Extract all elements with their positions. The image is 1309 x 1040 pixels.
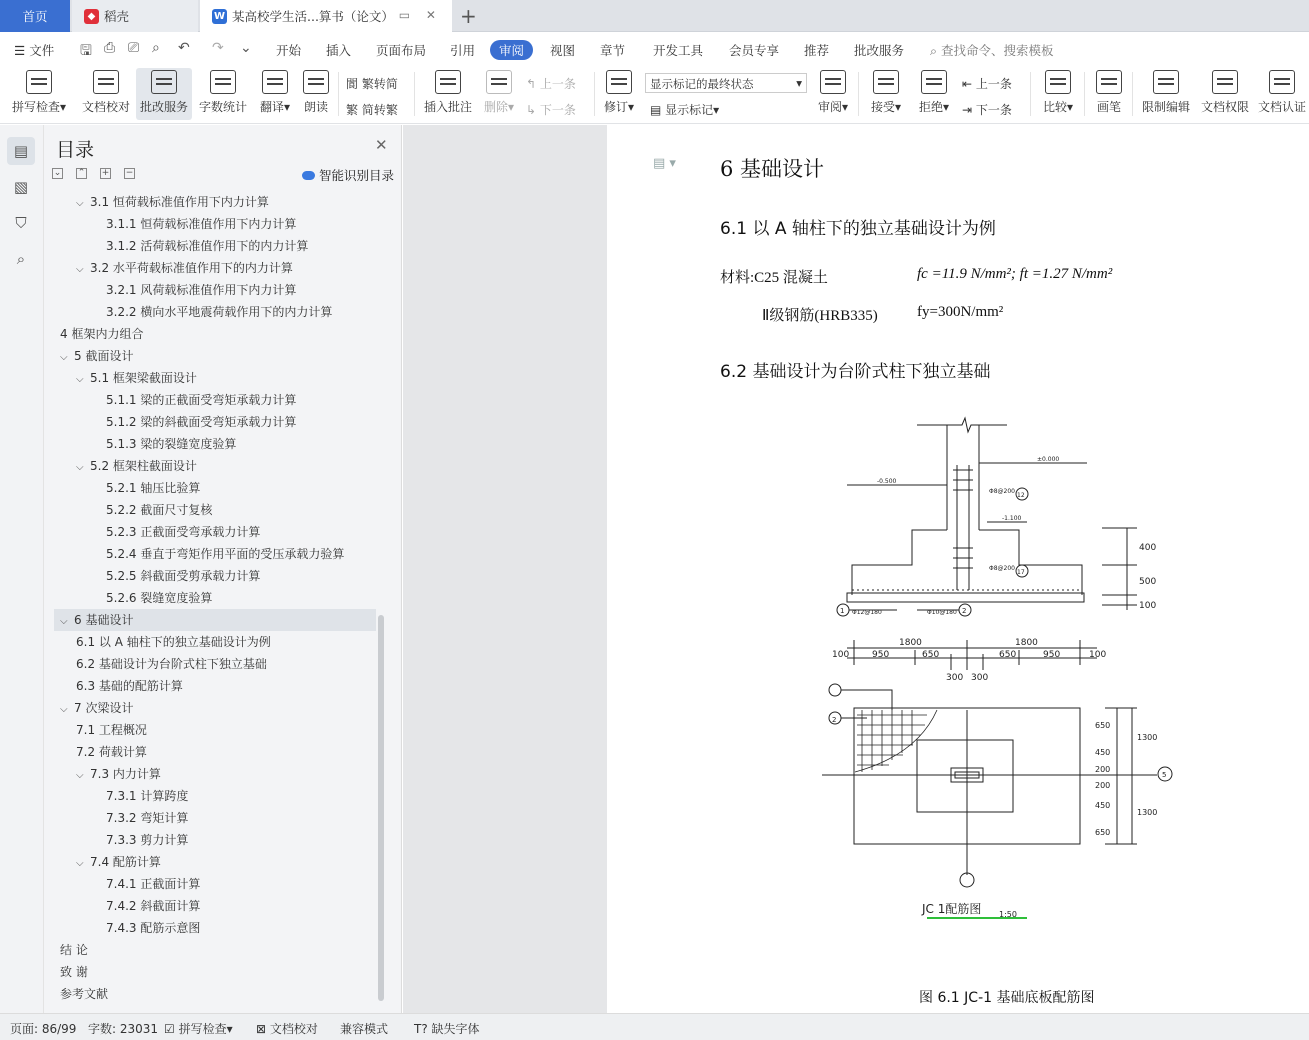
toc-item-label: 5.2.4 垂直于弯矩作用平面的受压承载力验算 bbox=[106, 547, 345, 561]
toc-item-label: 5.2.6 裂缝宽度验算 bbox=[106, 591, 213, 605]
word-count[interactable]: 字数: 23031 bbox=[88, 1022, 159, 1036]
toc-item[interactable] bbox=[54, 829, 376, 851]
dim-300-a: 300 bbox=[946, 673, 964, 683]
read-aloud-icon bbox=[303, 70, 329, 94]
dim-elev-500: 500 bbox=[1139, 577, 1157, 587]
dim-plan-1300-b: 1300 bbox=[1137, 808, 1158, 817]
smart-toc-icon bbox=[302, 171, 315, 180]
toc-title: 目录 bbox=[56, 139, 95, 161]
toc-item-label: 5 截面设计 bbox=[74, 349, 134, 363]
dim-plan-650-a: 650 bbox=[1095, 721, 1111, 730]
next-change-button[interactable]: ⇥ 下一条 bbox=[962, 103, 1012, 117]
toc-item-label: 参考文献 bbox=[60, 987, 109, 1001]
plan-marker-2: 2 bbox=[832, 716, 837, 724]
toc-item[interactable] bbox=[54, 279, 376, 301]
file-menu[interactable]: ☰ 文件 bbox=[14, 43, 55, 58]
delete-comment-icon bbox=[486, 70, 512, 94]
toc-item[interactable] bbox=[54, 213, 376, 235]
tab-document-label: 某高校学生活...算书（论文） bbox=[232, 9, 394, 24]
review-ribbon bbox=[0, 66, 1309, 124]
toc-item[interactable] bbox=[54, 433, 376, 455]
word-count-icon bbox=[210, 70, 236, 94]
dim-100-a: 100 bbox=[832, 650, 850, 660]
toc-list bbox=[44, 191, 378, 1007]
pen-icon bbox=[1096, 70, 1122, 94]
menu-layout[interactable]: 页面布局 bbox=[376, 43, 427, 58]
toc-item-label: 6.2 基础设计为台阶式柱下独立基础 bbox=[76, 657, 267, 671]
bookmark-icon[interactable]: ⛉ bbox=[15, 214, 27, 232]
find-icon[interactable]: ⌕ bbox=[16, 250, 26, 268]
smart-toc-button[interactable]: 智能识别目录 bbox=[302, 166, 394, 184]
chevron-down-icon[interactable]: ⌵ bbox=[76, 770, 84, 781]
preview-icon[interactable]: ⌕ bbox=[152, 40, 160, 56]
proofread-icon bbox=[93, 70, 119, 94]
spell-check-icon bbox=[26, 70, 52, 94]
foundation-drawing bbox=[832, 410, 1217, 925]
certify-icon bbox=[1269, 70, 1295, 94]
markup-state-select[interactable]: 显示标记的最终状态 ▾ bbox=[645, 73, 807, 93]
toc-item[interactable] bbox=[54, 323, 376, 345]
chevron-down-icon[interactable]: ⌵ bbox=[76, 374, 84, 385]
marker-17: 17 bbox=[1017, 569, 1025, 576]
dim-plan-200-a: 200 bbox=[1095, 765, 1111, 774]
restrict-edit-button[interactable]: 限制编辑 bbox=[1140, 68, 1192, 120]
toc-item[interactable] bbox=[54, 873, 376, 895]
toc-item-label: 4 框架内力组合 bbox=[60, 327, 144, 341]
dim-elev-400: 400 bbox=[1139, 543, 1157, 553]
toc-item[interactable] bbox=[54, 257, 376, 279]
toc-item[interactable] bbox=[54, 389, 376, 411]
menu-bar bbox=[0, 32, 1309, 66]
delete-comment-button[interactable]: 删除▾ bbox=[480, 68, 518, 120]
toc-item[interactable] bbox=[54, 653, 376, 675]
toc-item[interactable] bbox=[54, 961, 376, 983]
dim-650-a: 650 bbox=[922, 650, 940, 660]
dim-950-b: 950 bbox=[1043, 650, 1061, 660]
toc-item-label: 5.2 框架柱截面设计 bbox=[90, 459, 197, 473]
tab-home[interactable] bbox=[0, 0, 70, 32]
toc-item[interactable] bbox=[54, 807, 376, 829]
toc-item[interactable] bbox=[54, 631, 376, 653]
menu-recommend[interactable]: 推荐 bbox=[804, 43, 830, 58]
menu-correction[interactable]: 批改服务 bbox=[854, 43, 905, 58]
toc-item[interactable] bbox=[54, 741, 376, 763]
page-indicator[interactable]: 页面: 86/99 bbox=[10, 1022, 77, 1036]
dim-plan-450-a: 450 bbox=[1095, 748, 1111, 757]
toc-item[interactable] bbox=[54, 477, 376, 499]
tab-document[interactable] bbox=[200, 0, 452, 32]
reject-icon bbox=[921, 70, 947, 94]
insert-comment-icon bbox=[435, 70, 461, 94]
toc-item[interactable] bbox=[54, 345, 376, 367]
dim-elev-100: 100 bbox=[1139, 601, 1157, 611]
toc-item-label: 3.1.2 活荷载标准值作用下的内力计算 bbox=[106, 239, 309, 253]
menu-start[interactable]: 开始 bbox=[276, 43, 302, 58]
toc-item-label: 7.4.2 斜截面计算 bbox=[106, 899, 201, 913]
remove-heading-icon[interactable]: − bbox=[125, 168, 134, 178]
bar-label-lower: Φ8@200 bbox=[989, 565, 1015, 572]
dim-plan-650-b: 650 bbox=[1095, 828, 1111, 837]
toc-item[interactable] bbox=[54, 895, 376, 917]
review-pane-button[interactable]: 审阅▾ bbox=[814, 68, 852, 120]
expand-up-icon[interactable]: ⌃ bbox=[77, 168, 86, 178]
trad-to-simp-button[interactable]: 閬 繁转简 bbox=[346, 77, 398, 91]
bar-label-upper: Φ8@200 bbox=[989, 488, 1015, 495]
toc-item-label: 7.3.1 计算跨度 bbox=[106, 789, 189, 803]
toc-item-label: 7 次梁设计 bbox=[74, 701, 134, 715]
document-page bbox=[607, 125, 1309, 1013]
doc-rights-icon bbox=[1212, 70, 1238, 94]
drawing-scale: 1:50 bbox=[999, 910, 1017, 919]
toc-item-label: 结 论 bbox=[60, 943, 88, 957]
tab-daoke[interactable] bbox=[72, 0, 198, 32]
toc-item-label: 7.3 内力计算 bbox=[90, 767, 161, 781]
toc-item-label: 5.2.1 轴压比验算 bbox=[106, 481, 201, 495]
status-proofread[interactable]: ⊠ 文档校对 bbox=[256, 1022, 318, 1036]
toc-panel bbox=[44, 125, 402, 1013]
toc-item[interactable] bbox=[54, 851, 376, 873]
document-canvas bbox=[403, 125, 1309, 1013]
concrete-strength-formula: fc =11.9 N/mm²; ft =1.27 N/mm² bbox=[917, 266, 1113, 282]
toc-item-label: 5.1.3 梁的裂缝宽度验算 bbox=[106, 437, 237, 451]
toc-item[interactable] bbox=[54, 455, 376, 477]
toc-item-label: 5.2.5 斜截面受剪承载力计算 bbox=[106, 569, 261, 583]
review-pane-icon bbox=[820, 70, 846, 94]
menu-developer[interactable]: 开发工具 bbox=[653, 43, 704, 58]
doc-certify-button[interactable]: 文档认证 bbox=[1256, 68, 1308, 120]
bottom-bar-label-2: Φ10@180 bbox=[927, 609, 957, 616]
save-icon[interactable]: 🖫 bbox=[80, 43, 92, 59]
collapse-all-icon[interactable]: ⌄ bbox=[53, 168, 62, 178]
toc-item-label: 7.4.3 配筋示意图 bbox=[106, 921, 201, 935]
menu-reference[interactable]: 引用 bbox=[450, 43, 476, 58]
dim-950-a: 950 bbox=[872, 650, 890, 660]
compare-icon bbox=[1045, 70, 1071, 94]
figure-caption: 图 6.1 JC-1 基础底板配筋图 bbox=[919, 990, 1095, 1006]
track-changes-icon bbox=[606, 70, 632, 94]
chevron-down-icon[interactable]: ⌵ bbox=[76, 858, 84, 869]
toc-item[interactable] bbox=[54, 763, 376, 785]
material-concrete: 材料:C25 混凝土 bbox=[720, 270, 828, 286]
translate-button[interactable]: 翻译▾ bbox=[256, 68, 294, 120]
toc-item[interactable] bbox=[54, 587, 376, 609]
accept-button[interactable]: 接受▾ bbox=[866, 68, 906, 120]
redo-icon[interactable]: ↷ bbox=[212, 40, 224, 56]
heading-6-1: 6.1 以 A 轴柱下的独立基础设计为例 bbox=[720, 219, 996, 239]
menu-member[interactable]: 会员专享 bbox=[729, 43, 780, 58]
compat-mode: 兼容模式 bbox=[340, 1022, 389, 1036]
toc-item-label: 6.3 基础的配筋计算 bbox=[76, 679, 183, 693]
toc-item[interactable] bbox=[54, 697, 376, 719]
compare-button[interactable]: 比较▾ bbox=[1038, 68, 1078, 120]
toc-item[interactable] bbox=[54, 301, 376, 323]
toc-item[interactable] bbox=[54, 917, 376, 939]
missing-font[interactable]: T? 缺失字体 bbox=[414, 1022, 480, 1036]
menu-chapter[interactable]: 章节 bbox=[600, 43, 626, 58]
level-label-3: -1.100 bbox=[1002, 515, 1022, 522]
toc-item[interactable] bbox=[54, 521, 376, 543]
marker-12: 12 bbox=[1017, 492, 1025, 499]
level-label-1: -0.500 bbox=[877, 478, 897, 485]
tab-close-icon[interactable]: ▭ ✕ bbox=[398, 8, 442, 22]
plan-marker-5: 5 bbox=[1162, 771, 1167, 779]
toc-scrollbar[interactable] bbox=[378, 615, 384, 1001]
marker-1: 1 bbox=[840, 607, 845, 615]
toc-item[interactable] bbox=[54, 785, 376, 807]
material-rebar: Ⅱ级钢筋(HRB335) bbox=[762, 308, 878, 324]
toc-item-label: 3.2.2 横向水平地震荷载作用下的内力计算 bbox=[106, 305, 333, 319]
bottom-bar-label-1: Φ12@180 bbox=[852, 609, 882, 616]
status-spell-check[interactable]: ☑ 拼写检查▾ bbox=[164, 1022, 233, 1036]
toc-item-label: 7.4.1 正截面计算 bbox=[106, 877, 201, 891]
next-comment-button[interactable]: ↳ 下一条 bbox=[526, 103, 576, 117]
toc-item[interactable] bbox=[54, 499, 376, 521]
prev-change-button[interactable]: ⇤ 上一条 bbox=[962, 77, 1012, 91]
toc-item-label: 5.2.2 截面尺寸复核 bbox=[106, 503, 213, 517]
tab-daoke-label: 稻壳 bbox=[104, 9, 130, 24]
toc-item[interactable] bbox=[54, 543, 376, 565]
dim-1800-a: 1800 bbox=[899, 638, 922, 648]
dim-plan-450-b: 450 bbox=[1095, 801, 1111, 810]
toc-item[interactable] bbox=[54, 411, 376, 433]
command-search-placeholder: 查找命令、搜索模板 bbox=[941, 43, 1054, 58]
heading-6-2: 6.2 基础设计为台阶式柱下独立基础 bbox=[720, 362, 991, 382]
toc-item-label: 3.1 恒荷载标准值作用下内力计算 bbox=[90, 195, 269, 209]
toc-item-label: 5.1.2 梁的斜截面受弯矩承载力计算 bbox=[106, 415, 297, 429]
command-search[interactable] bbox=[930, 41, 1054, 59]
chevron-down-icon[interactable]: ⌵ bbox=[76, 264, 84, 275]
translate-icon bbox=[262, 70, 288, 94]
paragraph-menu-icon[interactable]: ▤ ▾ bbox=[653, 156, 676, 171]
toc-item-label: 6.1 以 A 轴柱下的独立基础设计为例 bbox=[76, 635, 271, 649]
writer-doc-icon: W bbox=[213, 10, 226, 22]
toc-item[interactable] bbox=[54, 983, 376, 1005]
toc-item-label: 3.1.1 恒荷载标准值作用下内力计算 bbox=[106, 217, 297, 231]
toc-item-label: 5.1 框架梁截面设计 bbox=[90, 371, 197, 385]
undo-icon[interactable]: ↶ bbox=[178, 40, 190, 56]
toc-item-label: 7.2 荷载计算 bbox=[76, 745, 147, 759]
toc-item-label: 6 基础设计 bbox=[74, 613, 134, 627]
toc-item-label: 5.1.1 梁的正截面受弯矩承载力计算 bbox=[106, 393, 297, 407]
menu-review[interactable]: 审阅 bbox=[490, 40, 533, 60]
toc-item[interactable] bbox=[54, 675, 376, 697]
new-tab-icon[interactable]: + bbox=[460, 4, 477, 28]
chevron-down-icon[interactable]: ⌵ bbox=[60, 704, 68, 715]
toc-item-label: 7.3.2 弯矩计算 bbox=[106, 811, 189, 825]
chevron-down-icon[interactable]: ⌵ bbox=[76, 198, 84, 209]
toc-item[interactable] bbox=[54, 939, 376, 961]
toc-item-label: 5.2.3 正截面受弯承载力计算 bbox=[106, 525, 261, 539]
toc-item[interactable] bbox=[54, 609, 376, 631]
show-markup-button[interactable]: ▤ 显示标记▾ bbox=[650, 103, 720, 117]
read-aloud-button[interactable]: 朗读 bbox=[298, 68, 334, 120]
drawing-title: JC 1配筋图 bbox=[922, 902, 982, 916]
title-tab-bar bbox=[0, 0, 1309, 32]
toc-item-label: 3.2.1 风荷载标准值作用下内力计算 bbox=[106, 283, 297, 297]
chevron-down-icon[interactable]: ⌵ bbox=[60, 616, 68, 627]
word-count-button[interactable]: 字数统计 bbox=[196, 68, 250, 120]
accept-icon bbox=[873, 70, 899, 94]
menu-insert[interactable]: 插入 bbox=[326, 43, 352, 58]
dim-plan-200-b: 200 bbox=[1095, 781, 1111, 790]
prev-comment-button[interactable]: ↰ 上一条 bbox=[526, 77, 576, 91]
dim-650-b: 650 bbox=[999, 650, 1017, 660]
status-bar bbox=[0, 1013, 1309, 1040]
toc-item-label: 7.4 配筋计算 bbox=[90, 855, 161, 869]
dim-300-b: 300 bbox=[971, 673, 989, 683]
simp-to-trad-button[interactable]: 繁 简转繁 bbox=[346, 103, 398, 117]
marker-2: 2 bbox=[962, 607, 967, 615]
insert-comment-button[interactable]: 插入批注 bbox=[420, 68, 476, 120]
search-icon: ⌕ bbox=[930, 43, 938, 58]
dim-plan-1300-a: 1300 bbox=[1137, 733, 1158, 742]
toc-item-label: 3.2 水平荷载标准值作用下的内力计算 bbox=[90, 261, 293, 275]
rebar-strength-formula: fy=300N/mm² bbox=[917, 304, 1004, 320]
toc-item[interactable] bbox=[54, 565, 376, 587]
chevron-down-icon[interactable]: ⌵ bbox=[60, 352, 68, 363]
toc-item[interactable] bbox=[54, 367, 376, 389]
toc-item-label: 致 谢 bbox=[60, 965, 88, 979]
reject-button[interactable]: 拒绝▾ bbox=[914, 68, 954, 120]
spell-check-button[interactable]: 拼写检查▾ bbox=[8, 68, 70, 120]
more-icon[interactable]: ⌄ bbox=[240, 40, 252, 56]
print-icon[interactable]: ⎚ bbox=[128, 40, 140, 56]
lock-icon bbox=[1153, 70, 1179, 94]
toc-item[interactable] bbox=[54, 191, 376, 213]
close-icon[interactable]: ✕ bbox=[375, 136, 388, 154]
tab-home-label: 首页 bbox=[22, 9, 48, 24]
toc-item-label: 7.3.3 剪力计算 bbox=[106, 833, 189, 847]
correction-icon bbox=[151, 70, 177, 94]
toc-item-label: 7.1 工程概况 bbox=[76, 723, 147, 737]
toc-item[interactable] bbox=[54, 235, 376, 257]
heading-6: 6 基础设计 bbox=[720, 157, 825, 181]
proofread-button[interactable]: 文档校对 bbox=[78, 68, 134, 120]
doc-rights-button[interactable]: 文档权限 bbox=[1198, 68, 1252, 120]
side-icon-strip bbox=[0, 125, 44, 1013]
level-label-2: ±0.000 bbox=[1037, 456, 1060, 463]
export-pdf-icon[interactable]: ⎙ bbox=[104, 40, 116, 56]
chevron-down-icon[interactable]: ⌵ bbox=[76, 462, 84, 473]
navigation-icon[interactable]: ▧ bbox=[13, 178, 29, 196]
correction-service-button[interactable]: 批改服务 bbox=[136, 68, 192, 120]
daoke-logo-icon: ◆ bbox=[84, 9, 99, 24]
add-heading-icon[interactable]: + bbox=[101, 168, 110, 178]
dim-100-b: 100 bbox=[1089, 650, 1107, 660]
toc-panel-icon[interactable]: ▤ bbox=[7, 137, 35, 165]
pen-button[interactable]: 画笔 bbox=[1092, 68, 1126, 120]
menu-view[interactable]: 视图 bbox=[550, 43, 576, 58]
track-changes-button[interactable]: 修订▾ bbox=[600, 68, 638, 120]
toc-item[interactable] bbox=[54, 719, 376, 741]
dim-1800-b: 1800 bbox=[1015, 638, 1038, 648]
